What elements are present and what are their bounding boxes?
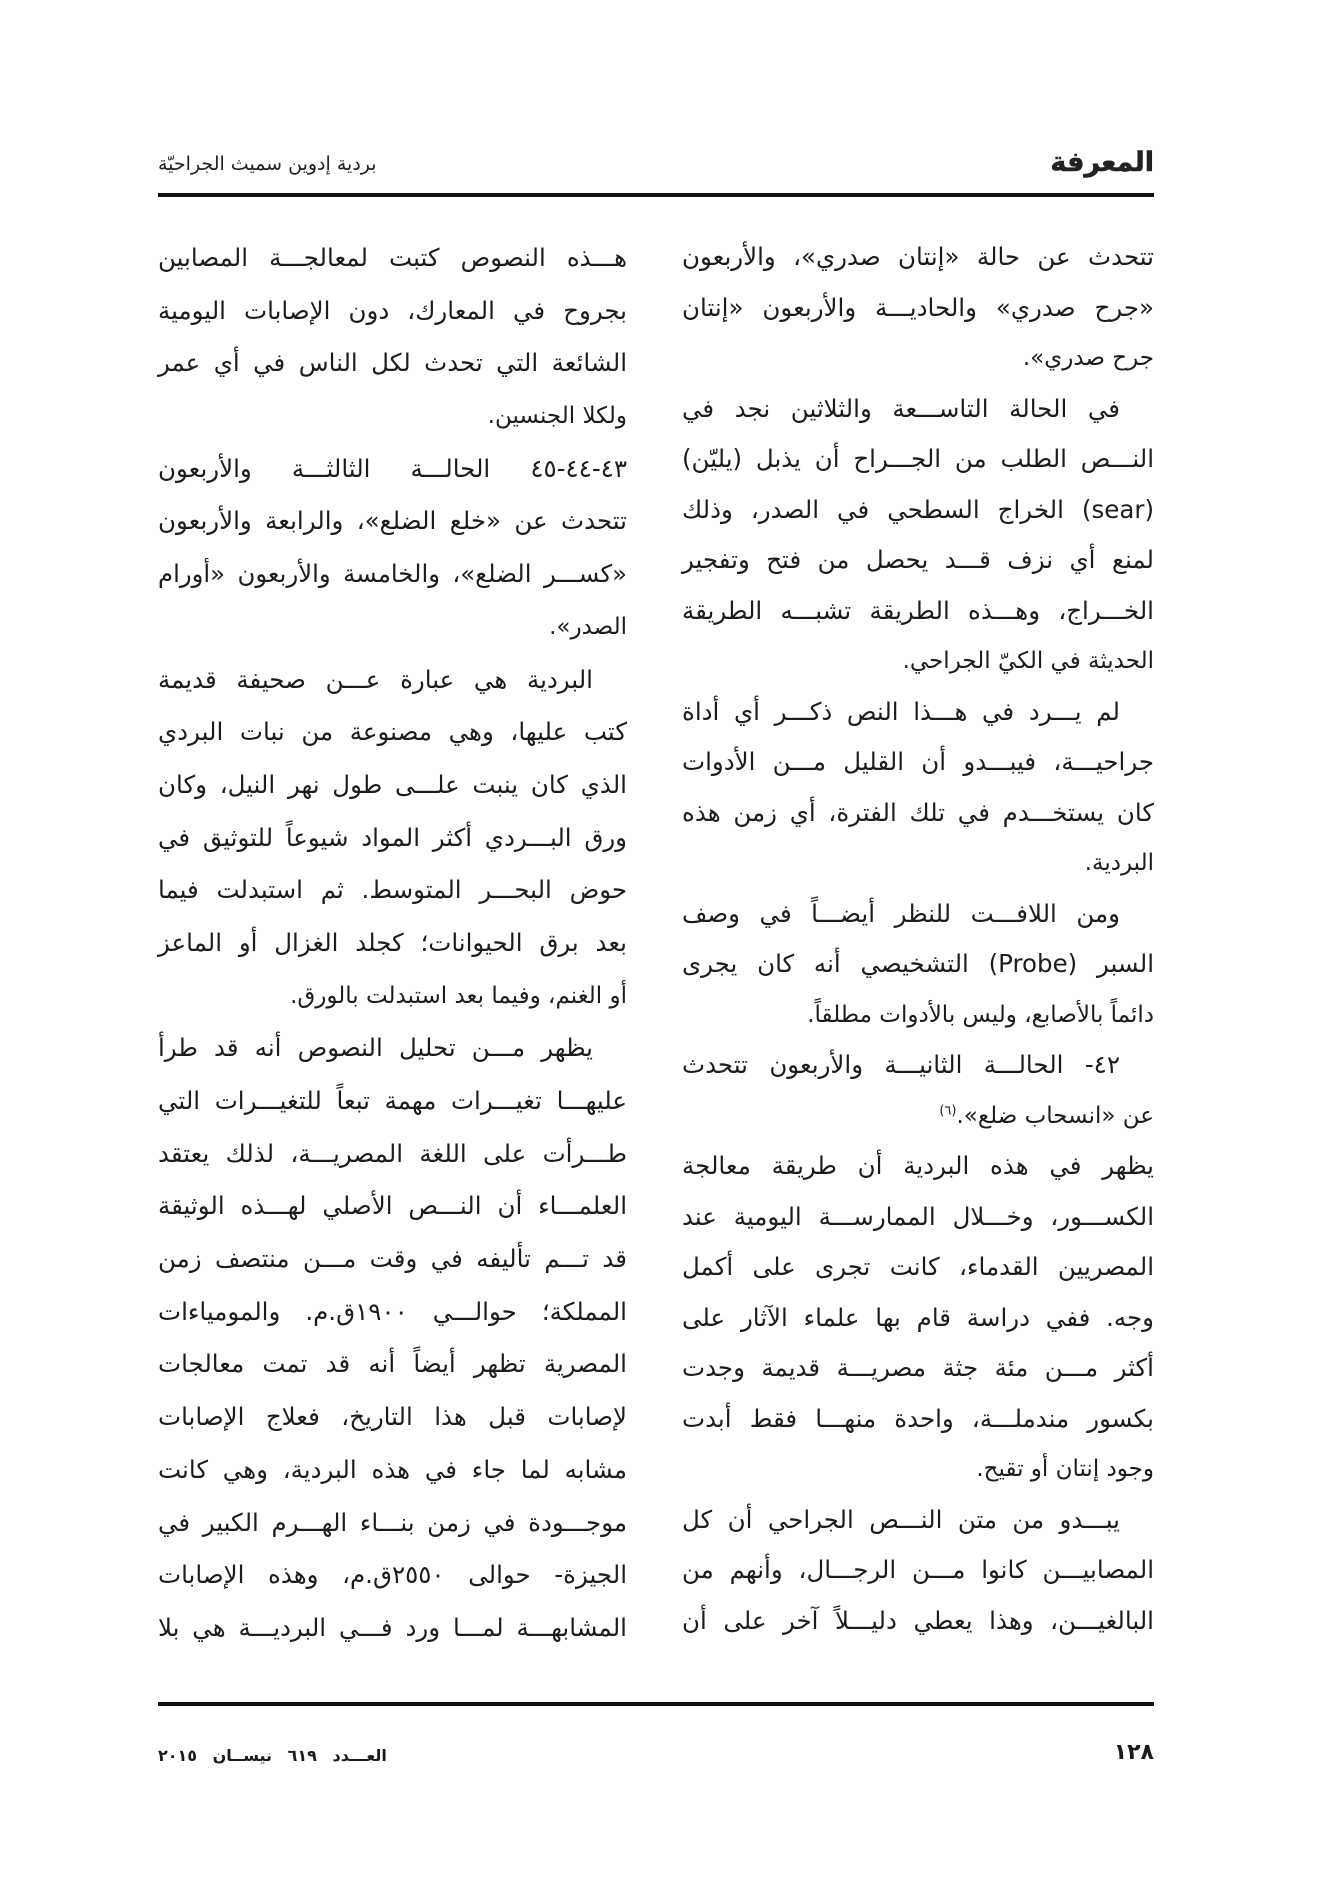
paragraph: [158, 232, 627, 443]
line-text: الحديثة في الكيّ الجراحي.: [902, 648, 1154, 674]
line-text: بجروح في المعارك، دون الإصابات اليومية: [158, 295, 627, 325]
right-text-column: [682, 232, 1154, 1646]
line-text: «جرح صدري» والحاديـــة والأربعون «إنتان: [682, 292, 1154, 322]
text-line: [158, 548, 627, 601]
text-line: [682, 1394, 1154, 1445]
issue-info: العـــدد ٦١٩ نيســان ٢٠١٥: [158, 1746, 387, 1765]
text-line: [158, 1391, 627, 1444]
text-line: [158, 443, 627, 496]
line-text: الخـــراج، وهـــذه الطريقة تشبـــه الطريقة: [682, 595, 1154, 625]
paragraph: [158, 443, 627, 654]
text-line: [158, 1602, 627, 1655]
line-text: المصريين القدماء، كانت تجرى على أكمل: [682, 1252, 1154, 1281]
line-text: الذي كان ينبت علـــى طول نهر النيل، وكان: [158, 769, 627, 799]
line-text: كان يستخـــدم في تلك الفترة، أي زمن هذه: [682, 797, 1154, 827]
text-line: [682, 838, 1154, 889]
text-line: [682, 636, 1154, 687]
line-text: أو الغنم، وفيما بعد استبدلت بالورق.: [290, 982, 627, 1009]
line-text: يظهر في هذه البردية أن طريقة معالجة: [682, 1151, 1154, 1180]
line-text: كتب عليها، وهي مصنوعة من نبات البردي: [158, 717, 627, 747]
text-line: [682, 737, 1154, 788]
text-line: [682, 1444, 1154, 1495]
line-text: بكسور مندملـــة، واحدة منهـــا فقط أبدت: [682, 1403, 1154, 1433]
line-text: المصرية تظهر أيضاً أنه قد تمت معالجات: [158, 1349, 627, 1379]
line-text: «كســـر الضلع»، والخامسة والأربعون «أورام: [158, 559, 627, 589]
paragraph: [682, 384, 1154, 687]
line-text: عن «انسحاب ضلع».: [956, 1102, 1154, 1129]
paragraph: [682, 1040, 1154, 1141]
text-line: [682, 333, 1154, 384]
text-line: [158, 706, 627, 759]
paragraph: [682, 889, 1154, 1041]
text-line: [158, 1549, 627, 1602]
text-line: [158, 390, 627, 443]
text-line: [682, 1293, 1154, 1344]
line-text: الكســـور، وخـــلال الممارســـة اليومية عند: [682, 1201, 1154, 1231]
line-text: النـــص الطلب من الجـــراح أن يذبل (يليّن): [682, 444, 1154, 473]
line-text: (sear) الخراج السطحي في الصدر، وذلك: [682, 494, 1154, 524]
line-text: السبر (Probe) التشخيصي أنه كان يجرى: [682, 949, 1154, 978]
text-line: [158, 759, 627, 812]
line-text: قد تـــم تأليفه في وقت مـــن منتصف زمن: [158, 1244, 627, 1274]
text-line: [158, 495, 627, 548]
text-line: [682, 1343, 1154, 1394]
page-number: ١٢٨: [1113, 1740, 1154, 1765]
text-line: [682, 283, 1154, 334]
text-line: [158, 1233, 627, 1286]
line-text: الصدر».: [549, 613, 627, 640]
text-line: [682, 232, 1154, 283]
line-text: هـــذه النصوص كتبت لمعالجـــة المصابين: [158, 243, 627, 272]
text-line: [158, 654, 627, 707]
text-line: [682, 434, 1154, 485]
line-text: المشابهـــة لمـــا ورد فـــي البرديـــة هي بلا: [158, 1612, 627, 1642]
line-text: ورق البـــردي أكثر المواد شيوعاً للتوثيق في: [158, 822, 627, 852]
running-title: بردية إدوين سميث الجراحيّة: [158, 153, 377, 175]
line-text: البردية.: [1084, 850, 1154, 876]
line-text: أكثر مـــن مئة جثة مصريـــة قديمة وجدت: [682, 1353, 1154, 1382]
line-text: في الحالة التاســـعة والثلاثين نجد في: [682, 393, 1120, 423]
line-text: طـــرأت على اللغة المصريـــة، لذلك يعتقد: [158, 1138, 627, 1168]
text-line: [158, 1286, 627, 1339]
text-line: [682, 990, 1154, 1041]
text-line: [158, 1444, 627, 1497]
text-line: [682, 535, 1154, 586]
line-text: موجـــودة في زمن بنـــاء الهـــرم الكبير في: [158, 1507, 627, 1537]
text-line: [158, 1128, 627, 1181]
line-text: البالغيـــن، وهذا يعطي دليـــلاً آخر على أن: [682, 1605, 1154, 1635]
line-text: ٤٣-٤٤-٤٥ الحالـــة الثالثـــة والأربعون: [158, 453, 627, 483]
left-text-column: [158, 232, 627, 1655]
line-text: دائماً بالأصابع، وليس بالأدوات مطلقاً.: [807, 1001, 1154, 1028]
text-line: [158, 1180, 627, 1233]
line-text: يبـــدو من متن النـــص الجراحي أن كل: [682, 1504, 1120, 1534]
text-line: [158, 917, 627, 970]
line-text: بعد برق الحيوانات؛ كجلد الغزال أو الماعز: [158, 927, 627, 957]
header-rule: [158, 193, 1154, 197]
line-text: المملكة؛ حوالـــي ١٩٠٠ق.م. والمومياءات: [158, 1296, 627, 1326]
text-line: [682, 889, 1154, 940]
line-text: يظهر مـــن تحليل النصوص أنه قد طرأ: [158, 1033, 593, 1063]
text-line: [682, 687, 1154, 738]
paragraph: [682, 687, 1154, 889]
text-line: [682, 586, 1154, 637]
line-text: ٤٢- الحالـــة الثانيـــة والأربعون تتحدث: [682, 1050, 1120, 1079]
line-text: لإصابات قبل هذا التاريخ، فعلاج الإصابات: [158, 1402, 627, 1432]
text-line: [158, 812, 627, 865]
line-text: وجه. ففي دراسة قام بها علماء الآثار على: [682, 1302, 1154, 1332]
line-text: لمنع أي نزف قـــد يحصل من فتح وتفجير: [682, 545, 1154, 574]
text-line: [158, 1497, 627, 1550]
text-line: [682, 1141, 1154, 1192]
line-text: العلمـــاء أن النـــص الأصلي لهـــذه الوثيقة: [158, 1191, 627, 1221]
text-line: [158, 864, 627, 917]
line-text: جرح صدري».: [1022, 345, 1154, 371]
text-line: [682, 485, 1154, 536]
line-text: حوض البحـــر المتوسط. ثم استبدلت فيما: [158, 875, 627, 905]
text-line: [682, 1242, 1154, 1293]
text-line: [158, 1022, 627, 1075]
text-line: [682, 1040, 1154, 1091]
text-line: [158, 970, 627, 1023]
text-line: [682, 1545, 1154, 1596]
text-line: [158, 601, 627, 654]
paragraph: [158, 654, 627, 1023]
text-line: [682, 939, 1154, 990]
line-text: المصابيـــن كانوا مـــن الرجـــال، وأنهم من: [682, 1555, 1154, 1584]
line-text: لم يـــرد في هـــذا النص ذكـــر أي أداة: [682, 696, 1120, 726]
text-line: [158, 232, 627, 285]
line-text: تتحدث عن «خلع الضلع»، والرابعة والأربعون: [158, 506, 627, 536]
paragraph: [158, 1022, 627, 1654]
text-line: [682, 1596, 1154, 1647]
line-text: وجود إنتان أو تقيح.: [976, 1456, 1154, 1482]
text-line: [682, 1192, 1154, 1243]
line-text: جراحيـــة، فيبـــدو أن القليل مـــن الأدوات: [682, 747, 1154, 776]
line-text: البردية هي عبارة عـــن صحيفة قديمة: [158, 664, 593, 694]
line-text: الشائعة التي تحدث لكل الناس في أي عمر: [158, 348, 627, 378]
line-text: ولكلا الجنسين.: [487, 403, 627, 430]
paragraph: [682, 232, 1154, 384]
line-text: الجيزة- حوالى ٢٥٥٠ق.م، وهذه الإصابات: [158, 1560, 627, 1590]
text-line: [158, 1338, 627, 1391]
paragraph: [682, 1141, 1154, 1495]
magazine-logo: المعرفة: [1050, 147, 1154, 178]
text-line: [158, 337, 627, 390]
line-text: ومن اللافـــت للنظر أيضـــاً في وصف: [682, 898, 1120, 928]
paragraph: [682, 1495, 1154, 1647]
text-line: [158, 1075, 627, 1128]
line-text: عليهـــا تغيـــرات مهمة تبعاً للتغيـــرات التي: [158, 1086, 627, 1115]
text-line: [682, 1495, 1154, 1546]
text-line: [682, 384, 1154, 435]
line-text: مشابه لما جاء في هذه البردية، وهي كانت: [158, 1454, 627, 1484]
text-line: [158, 285, 627, 338]
footnote-reference: (٦): [939, 1102, 957, 1118]
line-text: تتحدث عن حالة «إنتان صدري»، والأربعون: [682, 242, 1154, 271]
text-line: [682, 1091, 1154, 1142]
text-line: [682, 788, 1154, 839]
footer-rule: [158, 1702, 1154, 1706]
